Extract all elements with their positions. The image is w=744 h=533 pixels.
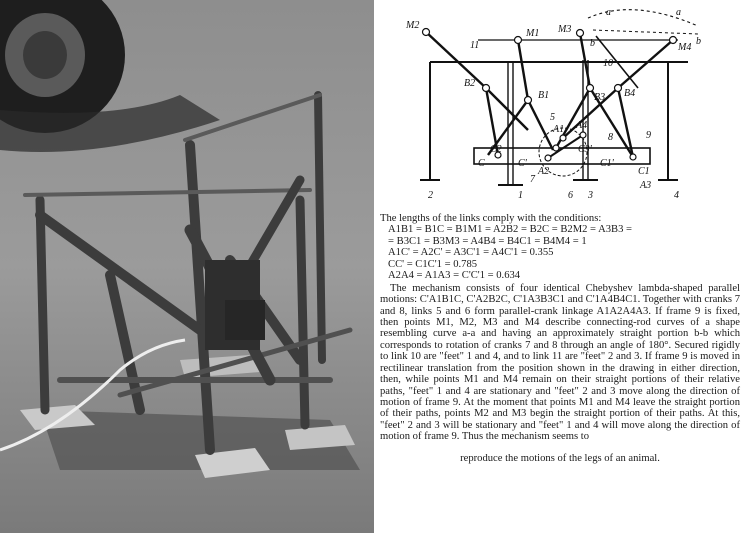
label-A2: A2 bbox=[538, 166, 550, 177]
foot-2: 2 bbox=[428, 190, 433, 201]
foot-4: 4 bbox=[674, 190, 679, 201]
label-A4: A4 bbox=[576, 120, 588, 131]
label-B3: B3 bbox=[594, 92, 606, 103]
label-C-prime: C' bbox=[518, 158, 527, 169]
closing-line: reproduce the motions of the legs of an animal. bbox=[460, 453, 660, 465]
label-a-left: a bbox=[606, 7, 611, 18]
label-M4: M4 bbox=[678, 42, 692, 53]
label-b-left: b bbox=[590, 38, 595, 49]
link-6: 6 bbox=[568, 190, 573, 201]
equation-4: CC' = C1C'1 = 0.785 bbox=[388, 258, 478, 270]
label-C: C bbox=[478, 158, 485, 169]
label-M3: M3 bbox=[558, 24, 572, 35]
link-8: 8 bbox=[608, 132, 613, 143]
label-A1: A1 bbox=[553, 124, 565, 135]
foot-1: 1 bbox=[518, 190, 523, 201]
label-C1-prime: C1' bbox=[600, 158, 614, 169]
label-M1: M1 bbox=[526, 28, 540, 39]
link-11: 11 bbox=[470, 40, 480, 51]
description-paragraph: The mechanism consists of four identical Chebyshev lambda-shaped parallel motions: C'A1B1C, C'A2B2C, C'1A3B3C1 and C'1A4B4C1. Together with cranks 7 and 8, links 5 and 6 form parallel-crank linkage A1A2A4A3. If frame 9 is fixed, then points M1, M2, M3 and M4 describe connecting-rod curves of a shape resembling curve a-a and having an approximately straight portion b-b which corresponds to rotation of cranks 7 and 8 through an angle of 180°. Secured rigidly to link 10 are "feet" 1 and 4, and to link 11 are "feet" 2 and 3. If frame 9 is moved in rectilinear translation from the position shown in the drawing in either direction, then, while points M1 and M4 remain on their straight portions of their relative paths, "feet" 1 and 4 are stationary and "feet" 2 and 3 move along the direction of motion of frame 9. At the moment that points M1 and M4 leave the straight portion of their paths, points M2 and M3 begin the straight portion of their paths. At this, "feet" 2 and 3 will be stationary and "feet" 1 and 4 will move along the direction of motion of frame 9. Thus the mechanism seems to bbox=[380, 282, 740, 443]
link-9: 9 bbox=[646, 130, 651, 141]
equation-5: A2A4 = A1A3 = C'C'1 = 0.634 bbox=[388, 270, 521, 282]
caption-text bbox=[380, 213, 740, 465]
conditions-heading: The lengths of the links comply with the conditions: bbox=[380, 213, 602, 224]
label-M2: M2 bbox=[406, 20, 420, 31]
foot-3: 3 bbox=[588, 190, 593, 201]
equation-1: A1B1 = B1C = B1M1 = A2B2 = B2C = B2M2 = A3B3 = bbox=[388, 224, 633, 236]
label-C1: C1 bbox=[638, 166, 650, 177]
label-a-right: a bbox=[676, 7, 681, 18]
link-10: 10 bbox=[603, 58, 613, 69]
label-B2: B2 bbox=[464, 78, 476, 89]
label-b-right: b bbox=[696, 36, 701, 47]
linkage-diagram bbox=[378, 0, 744, 212]
equation-3: A1C' = A2C' = A3C'1 = A4C'1 = 0.355 bbox=[388, 247, 554, 259]
label-B4: B4 bbox=[624, 88, 636, 99]
label-B1: B1 bbox=[538, 90, 550, 101]
link-7: 7 bbox=[530, 174, 535, 185]
label-C3-prime: C3' bbox=[578, 144, 592, 155]
equation-2: = B3C1 = B3M3 = A4B4 = B4C1 = B4M4 = 1 bbox=[388, 235, 587, 247]
link-5: 5 bbox=[550, 112, 555, 123]
label-A3: A3 bbox=[640, 180, 652, 191]
label-C2: C2 bbox=[490, 144, 502, 155]
